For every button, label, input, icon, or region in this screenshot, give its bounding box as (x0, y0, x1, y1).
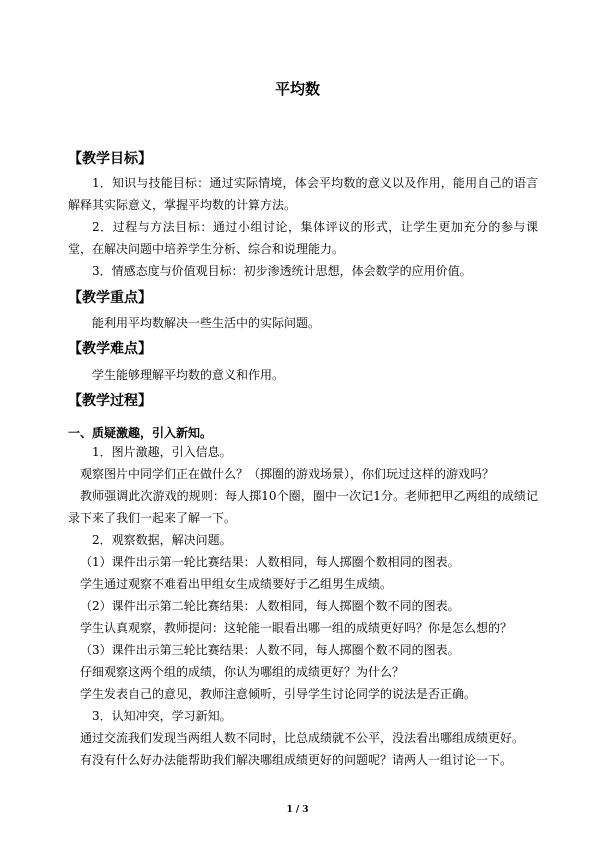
process-line: 仔细观察这两个组的成绩，你认为哪组的成绩更好？为什么？ (80, 665, 405, 679)
process-line: 1．图片激趣，引入信息。 (92, 445, 232, 459)
page-title: 平均数 (274, 80, 320, 98)
focus-text: 能利用平均数解决一些生活中的实际问题。 (92, 316, 321, 330)
rule-paragraph: 教师强调此次游戏的规则：每人掷10个圈，圈中一次记1分。老师把甲乙两组的成绩记录下来了我们一起来了解一下。 (68, 489, 538, 525)
process-heading: 【教学过程】 (68, 393, 152, 409)
difficulty-heading: 【教学难点】 (68, 341, 152, 357)
focus-heading: 【教学重点】 (68, 290, 152, 306)
difficulty-text: 学生能够理解平均数的意义和作用。 (92, 368, 285, 382)
goal-item-3: 3．情感态度与价值观目标：初步渗透统计思想，体会数学的应用价值。 (92, 264, 472, 278)
process-line: 3．认知冲突，学习新知。 (92, 709, 232, 723)
process-line: 学生通过观察不难看出甲组女生成绩要好于乙组男生成绩。 (80, 577, 393, 591)
goal-item-1: 1．知识与技能目标：通过实际情境，体会平均数的意义以及作用，能用自己的语言解释其实际意义，掌握平均数的计算方法。 (68, 176, 538, 212)
process-line: 2．观察数据，解决问题。 (92, 533, 232, 547)
process-line: 学生发表自己的意见，教师注意倾听，引导学生讨论同学的说法是否正确。 (80, 687, 477, 701)
goal-item-2: 2．过程与方法目标：通过小组讨论，集体评议的形式，让学生更加充分的参与课堂，在解决问题中培养学生分析、综合和说理能力。 (68, 220, 538, 256)
section-heading-1: 一、质疑激趣，引入新知。 (68, 426, 213, 440)
process-line: 观察图片中同学们正在做什么？（掷圈的游戏场景），你们玩过这样的游戏吗？ (80, 467, 495, 481)
process-line: 通过交流我们发现当两组人数不同时，比总成绩就不公平，没法看出哪组成绩更好。 (80, 731, 525, 745)
process-line: 有没有什么好办法能帮助我们解决哪组成绩更好的问题呢？请两人一组讨论一下。 (80, 753, 513, 767)
process-line: （2）课件出示第二轮比赛结果：人数相同，每人掷圈个数不同的图表。 (80, 599, 460, 613)
process-line: （1）课件出示第一轮比赛结果：人数相同，每人掷圈个数相同的图表。 (80, 555, 460, 569)
process-line: 学生认真观察，教师提问：这轮能一眼看出哪一组的成绩更好吗？你是怎么想的？ (80, 621, 513, 635)
page-number: 1 / 3 (286, 805, 309, 815)
goals-heading: 【教学目标】 (68, 151, 152, 167)
process-line: （3）课件出示第三轮比赛结果：人数不同，每人掷圈个数不同的图表。 (80, 643, 460, 657)
